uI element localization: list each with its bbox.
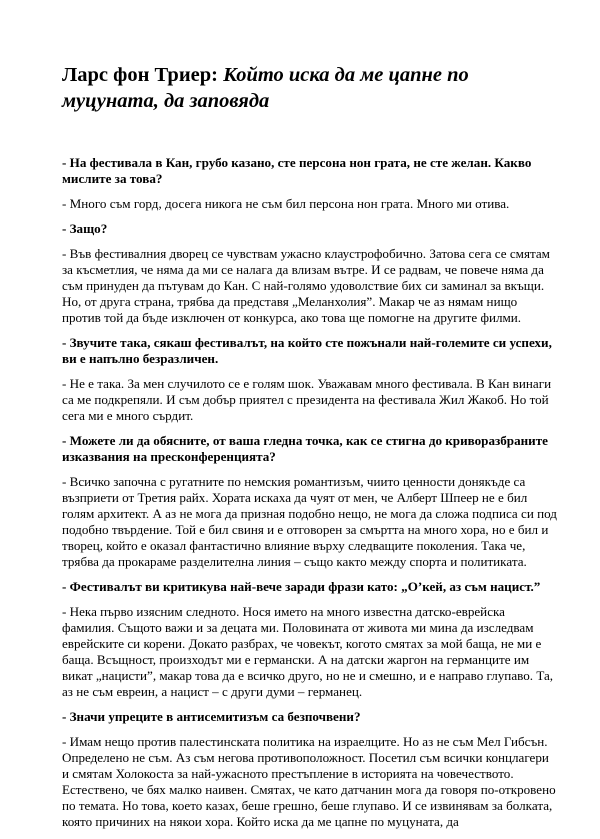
title-headline: Който иска да ме цапне по муцуната, да заповяда <box>62 64 469 112</box>
interview-question-6: - Значи упреците в антисемитизъм са безпочвени? <box>62 709 361 724</box>
interview-question-2: - Защо? <box>62 221 108 236</box>
document-page <box>62 62 558 839</box>
interview-answer-1: - Много съм горд, досега никога не съм бил персона нон грата. Много ми отива. <box>62 196 510 211</box>
article-title <box>62 62 558 114</box>
interview-question-3: - Звучите така, сякаш фестивалът, на който сте пожънали най-големите си успехи, ви е напълно безразличен. <box>62 335 552 366</box>
interview-answer-6: - Имам нещо против палестинската политика на израелците. Но аз не съм Мел Гибсън. Определено не съм. Аз съм негова противоположност. Посетил съм всички концлагери и смятам Холокоста за най-ужасното престъпление в историята на човечеството. Естествено, че бях малко наивен. Смятах, че като датчанин мога да говоря по-откровено по темата. Но това, което казах, беше грешно, беше глупаво. И се извинявам за болката, която причиних на някои хора. Който иска да ме цапне по муцуната, да <box>62 734 556 829</box>
interview-answer-4: - Всичко започна с ругатните по немския романтизъм, чиито ценности донякъде са възприети от Третия райх. Хората искаха да чуят от мен, че Алберт Шпеер не е бил голям архитект. А аз не мога да призная подобно нещо, не мога да сложа подписа си под подобно твърдение. Той е бил свиня и е отговорен за смъртта на много хора, но е бил и творец, който е оказал фантастично влияние върху следващите поколения. Така че, трябва да прокараме разделителна линия – също както между спорта и политиката. <box>62 474 557 569</box>
interview-question-1: - На фестивала в Кан, грубо казано, сте персона нон грата, не сте желан. Какво мислите за това? <box>62 155 532 186</box>
interview-answer-2: - Във фестивалния дворец се чувствам ужасно клаустрофобично. Затова сега се смятам за късметлия, че няма да ми се налага да влизам вътре. И се радвам, че повече няма да съм принуден да пътувам до Кан. С най-голямо удоволствие бих си заминал за вкъщи. Но, от друга страна, трябва да представя „Меланхолия”. Макар че аз нямам нищо против той да бъде изключен от конкурса, ако това ще помогне на другите филми. <box>62 246 550 325</box>
interview-answer-3: - Не е така. За мен случилото се е голям шок. Уважавам много фестивала. В Кан винаги са ме подкрепяли. И съм добър приятел с президента на фестивала Жил Жакоб. Но той сега ми е много сърдит. <box>62 376 552 423</box>
interview-question-4: - Можете ли да обясните, от ваша гледна точка, как се стигна до криворазбраните изказвания на пресконференцията? <box>62 433 548 464</box>
interview-answer-5: - Нека първо изясним следното. Нося името на много известна датско-еврейска фамилия. Същото важи и за децата ми. Половината от живота ми мина да изследвам еврейските си корени. Докато разбрах, че човекът, когото смятах за мой баща, не ми е баща. Всъщност, произходът ми е германски. А на датски жаргон на германците им викат „нацисти”, макар това да е всичко друго, но не и смешно, и е направо глупаво. Та, аз не съм евреин, а нацист – с други думи – германец. <box>62 604 554 699</box>
title-name: Ларс фон Триер: <box>62 64 224 86</box>
interview-question-5: - Фестивалът ви критикува най-вече заради фрази като: „О’кей, аз съм нацист.” <box>62 579 541 594</box>
